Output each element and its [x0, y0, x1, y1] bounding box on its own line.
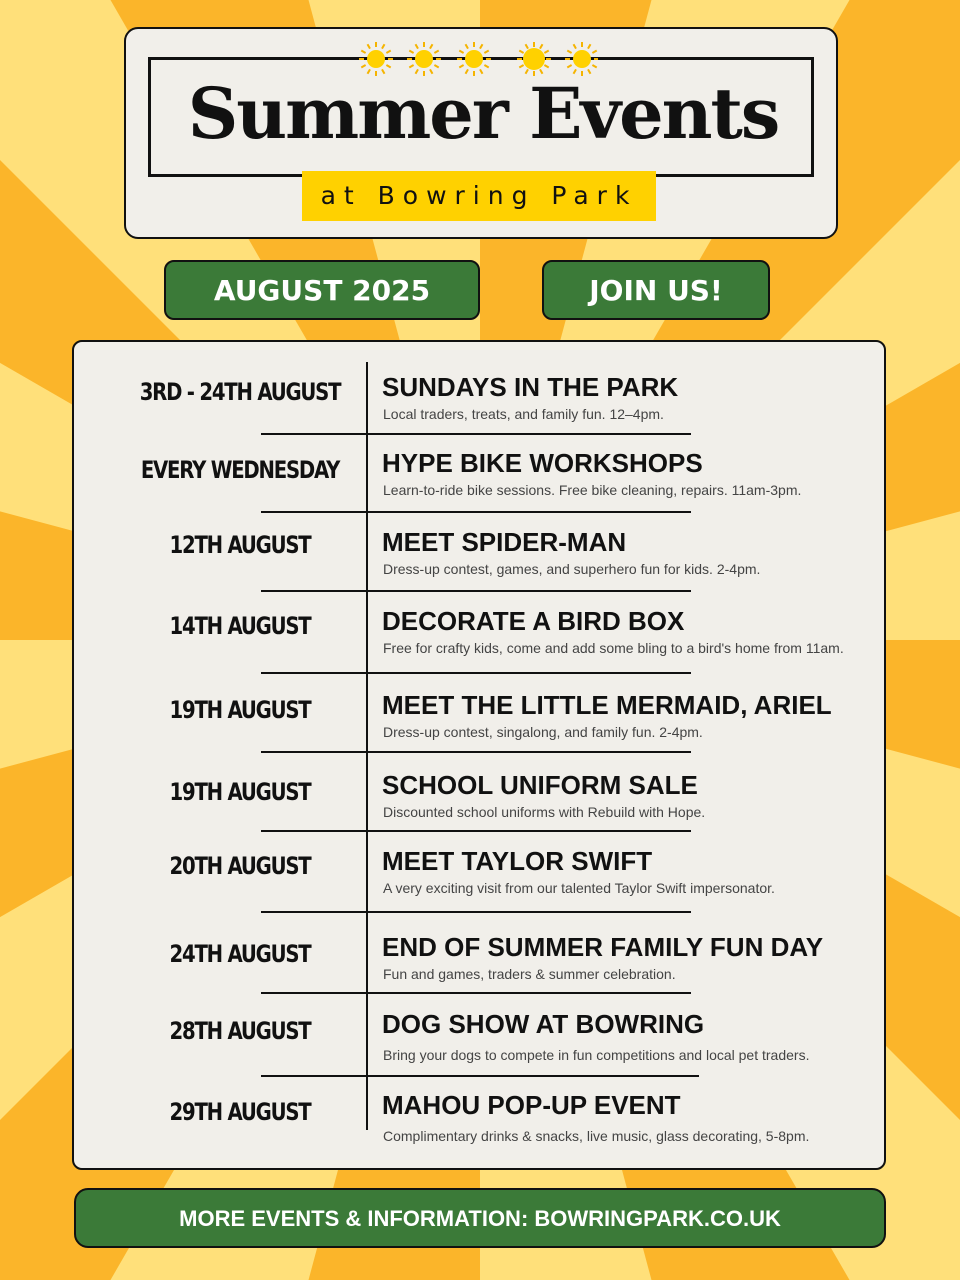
event-date: 14TH AUGUST [169, 612, 311, 640]
event-description: Learn-to-ride bike sessions. Free bike cleaning, repairs. 11am-3pm. [383, 482, 802, 498]
event-date: 12TH AUGUST [169, 531, 311, 559]
page-subtitle: at Bowring Park [302, 171, 656, 221]
event-date: EVERY WEDNESDAY [140, 456, 340, 484]
event-description: Local traders, treats, and family fun. 12–4pm. [383, 406, 664, 422]
column-divider [366, 362, 368, 1130]
row-divider [261, 911, 691, 913]
event-date: 19TH AUGUST [169, 778, 311, 806]
row-divider [261, 830, 691, 832]
event-title: SUNDAYS IN THE PARK [382, 372, 679, 402]
events-panel [72, 340, 886, 1170]
row-divider [261, 590, 691, 592]
more-info-link[interactable]: MORE EVENTS & INFORMATION: BOWRINGPARK.CO.UK [74, 1188, 886, 1248]
event-title: HYPE BIKE WORKSHOPS [382, 448, 703, 478]
event-title: MAHOU POP-UP EVENT [382, 1090, 681, 1120]
event-title: MEET THE LITTLE MERMAID, ARIEL [382, 690, 832, 720]
month-badge: AUGUST 2025 [164, 260, 480, 320]
event-title: MEET TAYLOR SWIFT [382, 846, 653, 876]
page-title: Summer Events [187, 72, 779, 155]
event-date: 24TH AUGUST [169, 940, 311, 968]
header-card [124, 27, 838, 239]
event-description: Discounted school uniforms with Rebuild with Hope. [383, 804, 706, 820]
event-date: 28TH AUGUST [169, 1017, 311, 1045]
event-title: SCHOOL UNIFORM SALE [382, 770, 698, 800]
event-date: 3RD - 24TH AUGUST [139, 378, 341, 406]
row-divider [261, 672, 691, 674]
event-description: Dress-up contest, games, and superhero fun for kids. 2-4pm. [383, 561, 761, 577]
event-description: Free for crafty kids, come and add some bling to a bird's home from 11am. [383, 640, 844, 656]
event-date: 19TH AUGUST [169, 696, 311, 724]
event-date: 20TH AUGUST [169, 852, 311, 880]
event-title: END OF SUMMER FAMILY FUN DAY [382, 932, 824, 962]
row-divider [261, 511, 691, 513]
event-description: Dress-up contest, singalong, and family fun. 2-4pm. [383, 724, 703, 740]
event-date: 29TH AUGUST [169, 1098, 311, 1126]
event-title: DECORATE A BIRD BOX [382, 606, 685, 636]
event-description: A very exciting visit from our talented Taylor Swift impersonator. [383, 880, 775, 896]
join-us-button[interactable]: JOIN US! [542, 260, 770, 320]
event-description: Complimentary drinks & snacks, live music, glass decorating, 5-8pm. [383, 1128, 810, 1144]
event-description: Fun and games, traders & summer celebration. [383, 966, 676, 982]
row-divider [261, 751, 691, 753]
event-title: MEET SPIDER-MAN [382, 527, 627, 557]
row-divider [261, 1075, 699, 1077]
event-description: Bring your dogs to compete in fun competitions and local pet traders. [383, 1047, 810, 1063]
row-divider [261, 992, 691, 994]
row-divider [261, 433, 691, 435]
event-title: DOG SHOW AT BOWRING [382, 1009, 705, 1039]
